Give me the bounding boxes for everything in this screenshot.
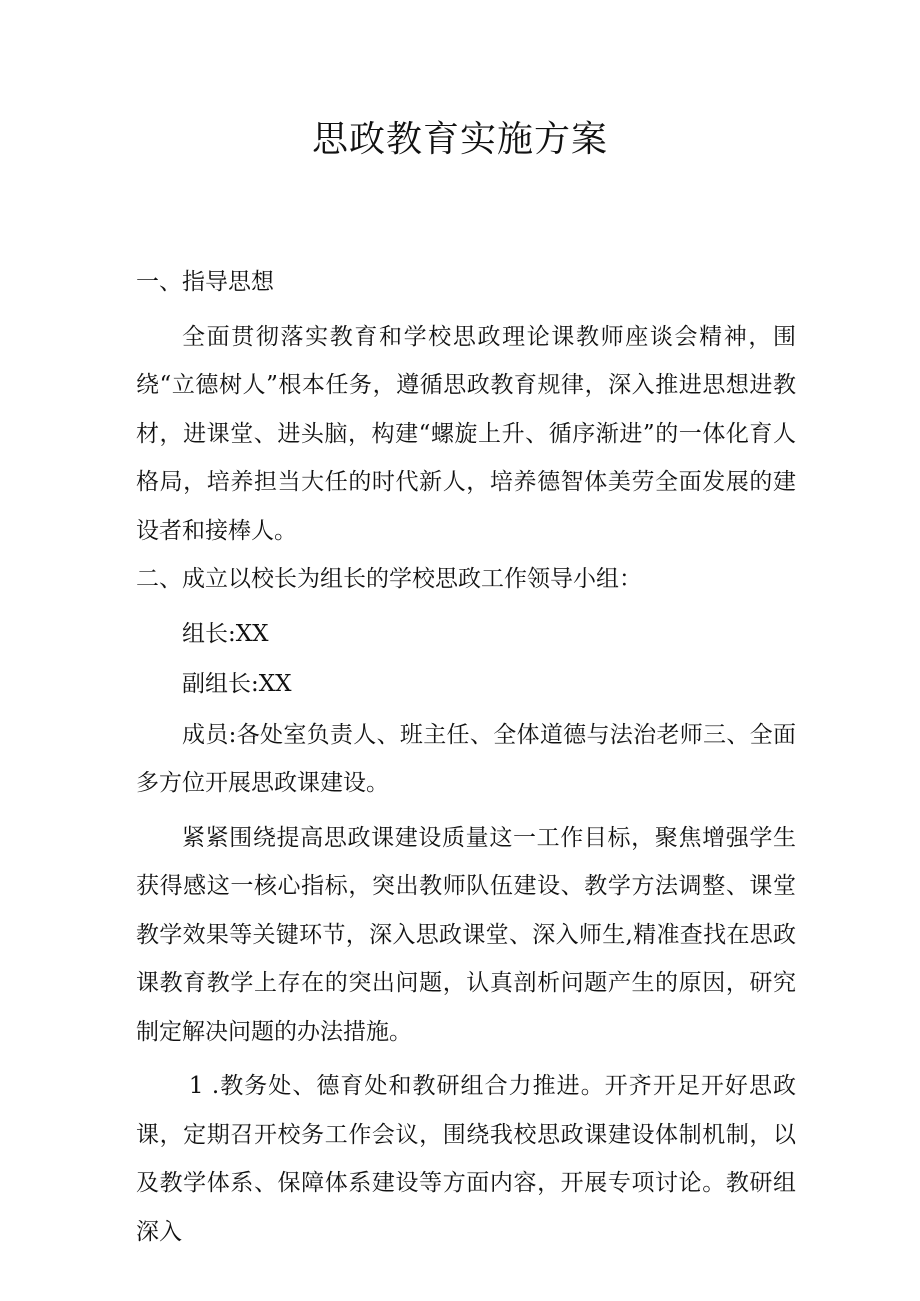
section-heading-guiding-ideology: 一、指导思想 — [136, 269, 274, 295]
members-line: 成员:各处室负责人、班主任、全体道德与法治老师三、全面多方位开展思政课建设。 — [136, 721, 796, 796]
section-heading-leadership-group: 二、成立以校长为组长的学校思政工作领导小组： — [136, 566, 642, 592]
document-title: 思政教育实施方案 — [311, 119, 608, 160]
document-body — [136, 258, 796, 1256]
paragraph-course-construction: 紧紧围绕提高思政课建设质量这一工作目标，聚焦增强学生获得感这一核心指标，突出教师队伍建设、教学方法调整、课堂教学效果等关键环节，深入思政课堂、深入师生,精准查找在思政课教育教学上存在的突出问题，认真剖析问题产生的原因，研究制定解决问题的办法措施。 — [136, 824, 796, 1045]
vice-leader-line: 副组长:XX — [182, 671, 292, 697]
group-leader-line: 组长:XX — [182, 620, 269, 647]
paragraph-guiding-ideology: 全面贯彻落实教育和学校思政理论课教师座谈会精神，围绕“立德树人”根本任务，遵循思政教育规律，深入推进思想进教材，进课堂、进头脑，构建“螺旋上升、循序渐进”的一体化育人格局，培养担当大任的时代新人，培养德智体美劳全面发展的建设者和接棒人。 — [136, 323, 796, 544]
list-item-1: 1 .教务处、德育处和教研组合力推进。开齐开足开好思政课，定期召开校务工作会议，围绕我校思政课建设体制机制，以及教学体系、保障体系建设等方面内容，开展专项讨论。教研组深入 — [136, 1073, 796, 1245]
